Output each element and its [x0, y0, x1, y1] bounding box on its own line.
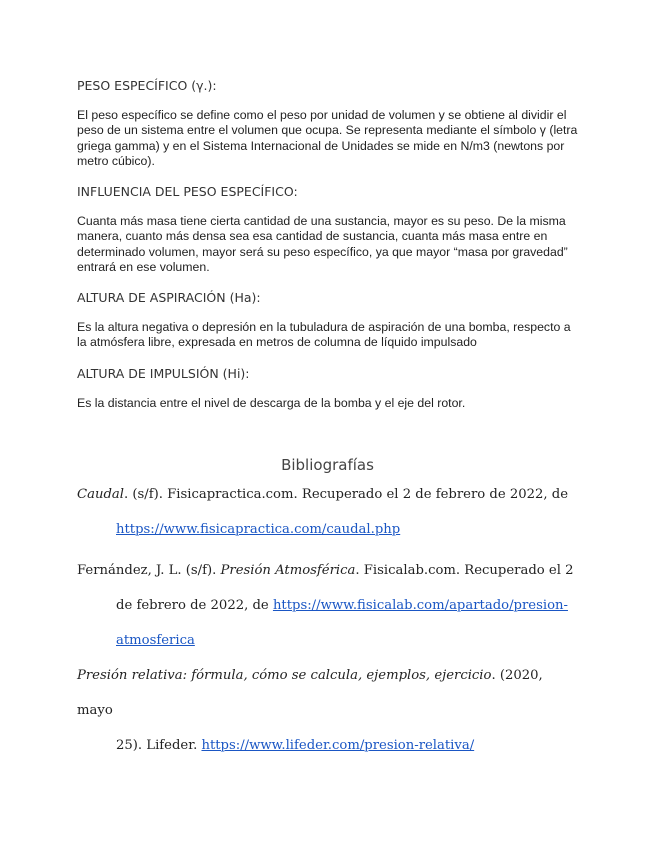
reference-text: . (2020, mayo	[77, 668, 543, 718]
heading-altura-impulsion: ALTURA DE IMPULSIÓN (Hi):	[77, 366, 250, 381]
heading-altura-aspiracion: ALTURA DE ASPIRACIÓN (Ha):	[77, 290, 261, 305]
paragraph-influencia: Cuanta más masa tiene cierta cantidad de una sustancia, mayor es su peso. De la misma manera, cuanto más densa sea esa cantidad de sustancia, cuanta más masa entre en determinado volumen, mayor será su peso específico, ya que mayor “masa por gravedad” entrará en ese volumen.	[77, 214, 568, 275]
reference-link[interactable]: https://www.fisicapractica.com/caudal.php	[116, 522, 401, 537]
reference-text-cont: 25). Lifeder.	[116, 738, 202, 753]
reference-text: . Fisicalab.com. Recuperado el 2	[355, 563, 574, 578]
reference-presion-atmosferica	[77, 553, 577, 658]
heading-influencia: INFLUENCIA DEL PESO ESPECÍFICO:	[77, 184, 298, 199]
reference-link[interactable]: https://www.lifeder.com/presion-relativa/	[201, 738, 475, 753]
reference-title: Presión relativa: fórmula, cómo se calcula, ejemplos, ejercicio	[77, 668, 492, 683]
paragraph-peso-especifico: El peso específico se define como el peso por unidad de volumen y se obtiene al dividir el peso de un sistema entre el volumen que ocupa. Se representa mediante el símbolo γ (letra griega gamma) y en el Sistema Internacional de Unidades se mide en N/m3 (newtons por metro cúbico).	[77, 108, 578, 169]
paragraph-altura-aspiracion: Es la altura negativa o depresión en la tubuladura de aspiración de una bomba, respecto a la atmósfera libre, expresada en metros de columna de líquido impulsado	[77, 320, 571, 350]
paragraph-altura-impulsion: Es la distancia entre el nivel de descarga de la bomba y el eje del rotor.	[77, 396, 466, 410]
reference-title: Caudal	[77, 487, 124, 502]
heading-peso-especifico: PESO ESPECÍFICO (γ.):	[77, 78, 217, 93]
reference-authors: Fernández, J. L. (s/f).	[77, 563, 221, 578]
reference-link-cont[interactable]: atmosferica	[116, 633, 195, 648]
reference-caudal	[77, 477, 577, 547]
reference-link[interactable]: https://www.fisicalab.com/apartado/presion-	[272, 598, 568, 613]
reference-text-cont: de febrero de 2022, de	[116, 598, 273, 613]
reference-presion-relativa	[77, 658, 577, 763]
reference-text: . (s/f). Fisicapractica.com. Recuperado el 2 de febrero de 2022, de	[123, 487, 569, 502]
bibliography-title: Bibliografías	[281, 456, 374, 474]
reference-title: Presión Atmosférica	[220, 563, 356, 578]
